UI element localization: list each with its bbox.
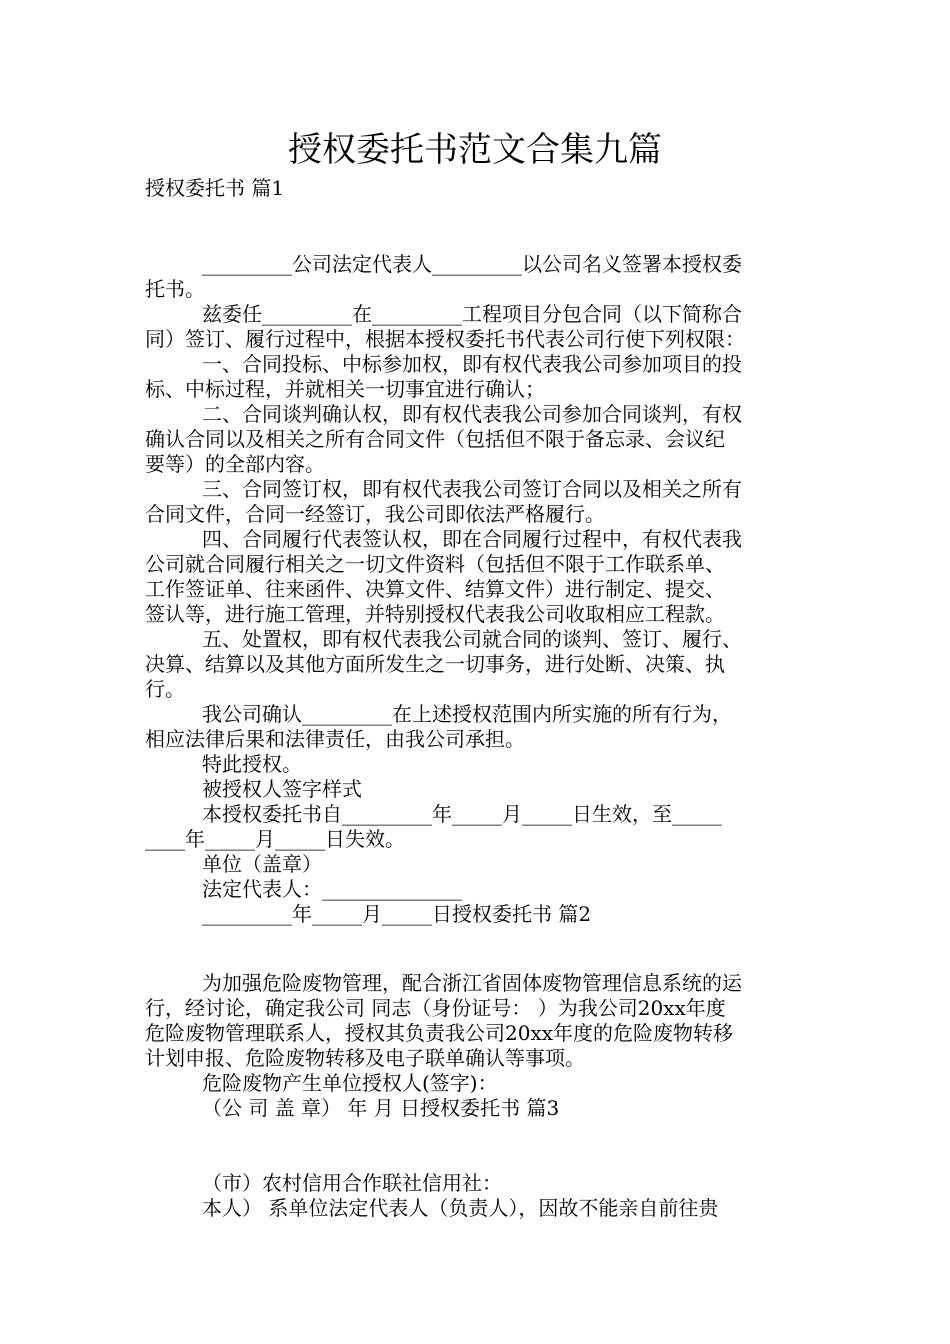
text-line: 危险废物管理联系人，授权其负责我公司20xx年度的危险废物转移 (145, 1021, 734, 1045)
text-line: 为加强危险废物管理，配合浙江省固体废物管理信息系统的运 (202, 971, 742, 995)
text-line: 签认等，进行施工管理，并特别授权代表我公司收取相应工程款。 (145, 602, 725, 626)
text-line: 标、中标过程，并就相关一切事宜进行确认； (145, 377, 545, 401)
text-line: 行，经讨论，确定我公司 同志（身份证号： ）为我公司20xx年度 (145, 996, 726, 1020)
text-line: 四、合同履行代表签认权，即在合同履行过程中，有权代表我 (202, 527, 742, 551)
text-line: 二、合同谈判确认权，即有权代表我公司参加合同谈判，有权 (202, 402, 742, 426)
text-line: 合同文件，合同一经签订，我公司即依法严格履行。 (145, 502, 605, 526)
text-line: 托书。 (145, 277, 205, 301)
text-line: _________公司法定代表人_________以公司名义签署本授权委 (202, 252, 742, 276)
text-line: 决算、结算以及其他方面所发生之一切事务，进行处断、决策、执 (145, 652, 725, 676)
document-title: 授权委托书范文合集九篇 (288, 130, 662, 170)
text-line: _________年_____月_____日授权委托书 篇2 (202, 902, 592, 926)
text-line: 公司就合同履行相关之一切文件资料（包括但不限于工作联系单、 (145, 552, 725, 576)
text-line: 本人） 系单位法定代表人（负责人），因故不能亲自前往贵 (202, 1196, 719, 1220)
text-line: 五、处置权，即有权代表我公司就合同的谈判、签订、履行、 (202, 627, 742, 651)
text-line: 特此授权。 (202, 752, 302, 776)
text-line: 危险废物产生单位授权人(签字)： (202, 1071, 498, 1095)
text-line: （市）农村信用合作联社信用社： (202, 1171, 502, 1195)
text-line: 行。 (145, 677, 185, 701)
text-line: 要等）的全部内容。 (145, 452, 325, 476)
text-line: 确认合同以及相关之所有合同文件（包括但不限于备忘录、会议纪 (145, 427, 725, 451)
text-line: 兹委任_________在_________工程项目分包合同（以下简称合 (202, 302, 742, 326)
section-heading: 授权委托书 篇1 (145, 176, 285, 200)
text-line: 工作签证单、往来函件、决算文件、结算文件）进行制定、提交、 (145, 577, 725, 601)
text-line: 我公司确认_________在上述授权范围内所实施的所有行为， (202, 702, 732, 726)
text-line: 单位（盖章） (202, 852, 322, 876)
text-line: 被授权人签字样式 (202, 777, 362, 801)
text-line: ____年_____月_____日失效。 (145, 827, 405, 851)
text-line: 三、合同签订权，即有权代表我公司签订合同以及相关之所有 (202, 477, 742, 501)
text-line: 本授权委托书自_________年_____月_____日生效，至_____ (202, 802, 722, 826)
text-line: 计划申报、危险废物转移及电子联单确认等事项。 (145, 1046, 585, 1070)
text-line: （公 司 盖 章） 年 月 日授权委托书 篇3 (202, 1096, 560, 1120)
text-line: 法定代表人：______________ (202, 877, 462, 901)
text-line: 一、合同投标、中标参加权，即有权代表我公司参加项目的投 (202, 352, 742, 376)
text-line: 相应法律后果和法律责任，由我公司承担。 (145, 727, 525, 751)
text-line: 同）签订、履行过程中，根据本授权委托书代表公司行使下列权限： (145, 327, 745, 351)
